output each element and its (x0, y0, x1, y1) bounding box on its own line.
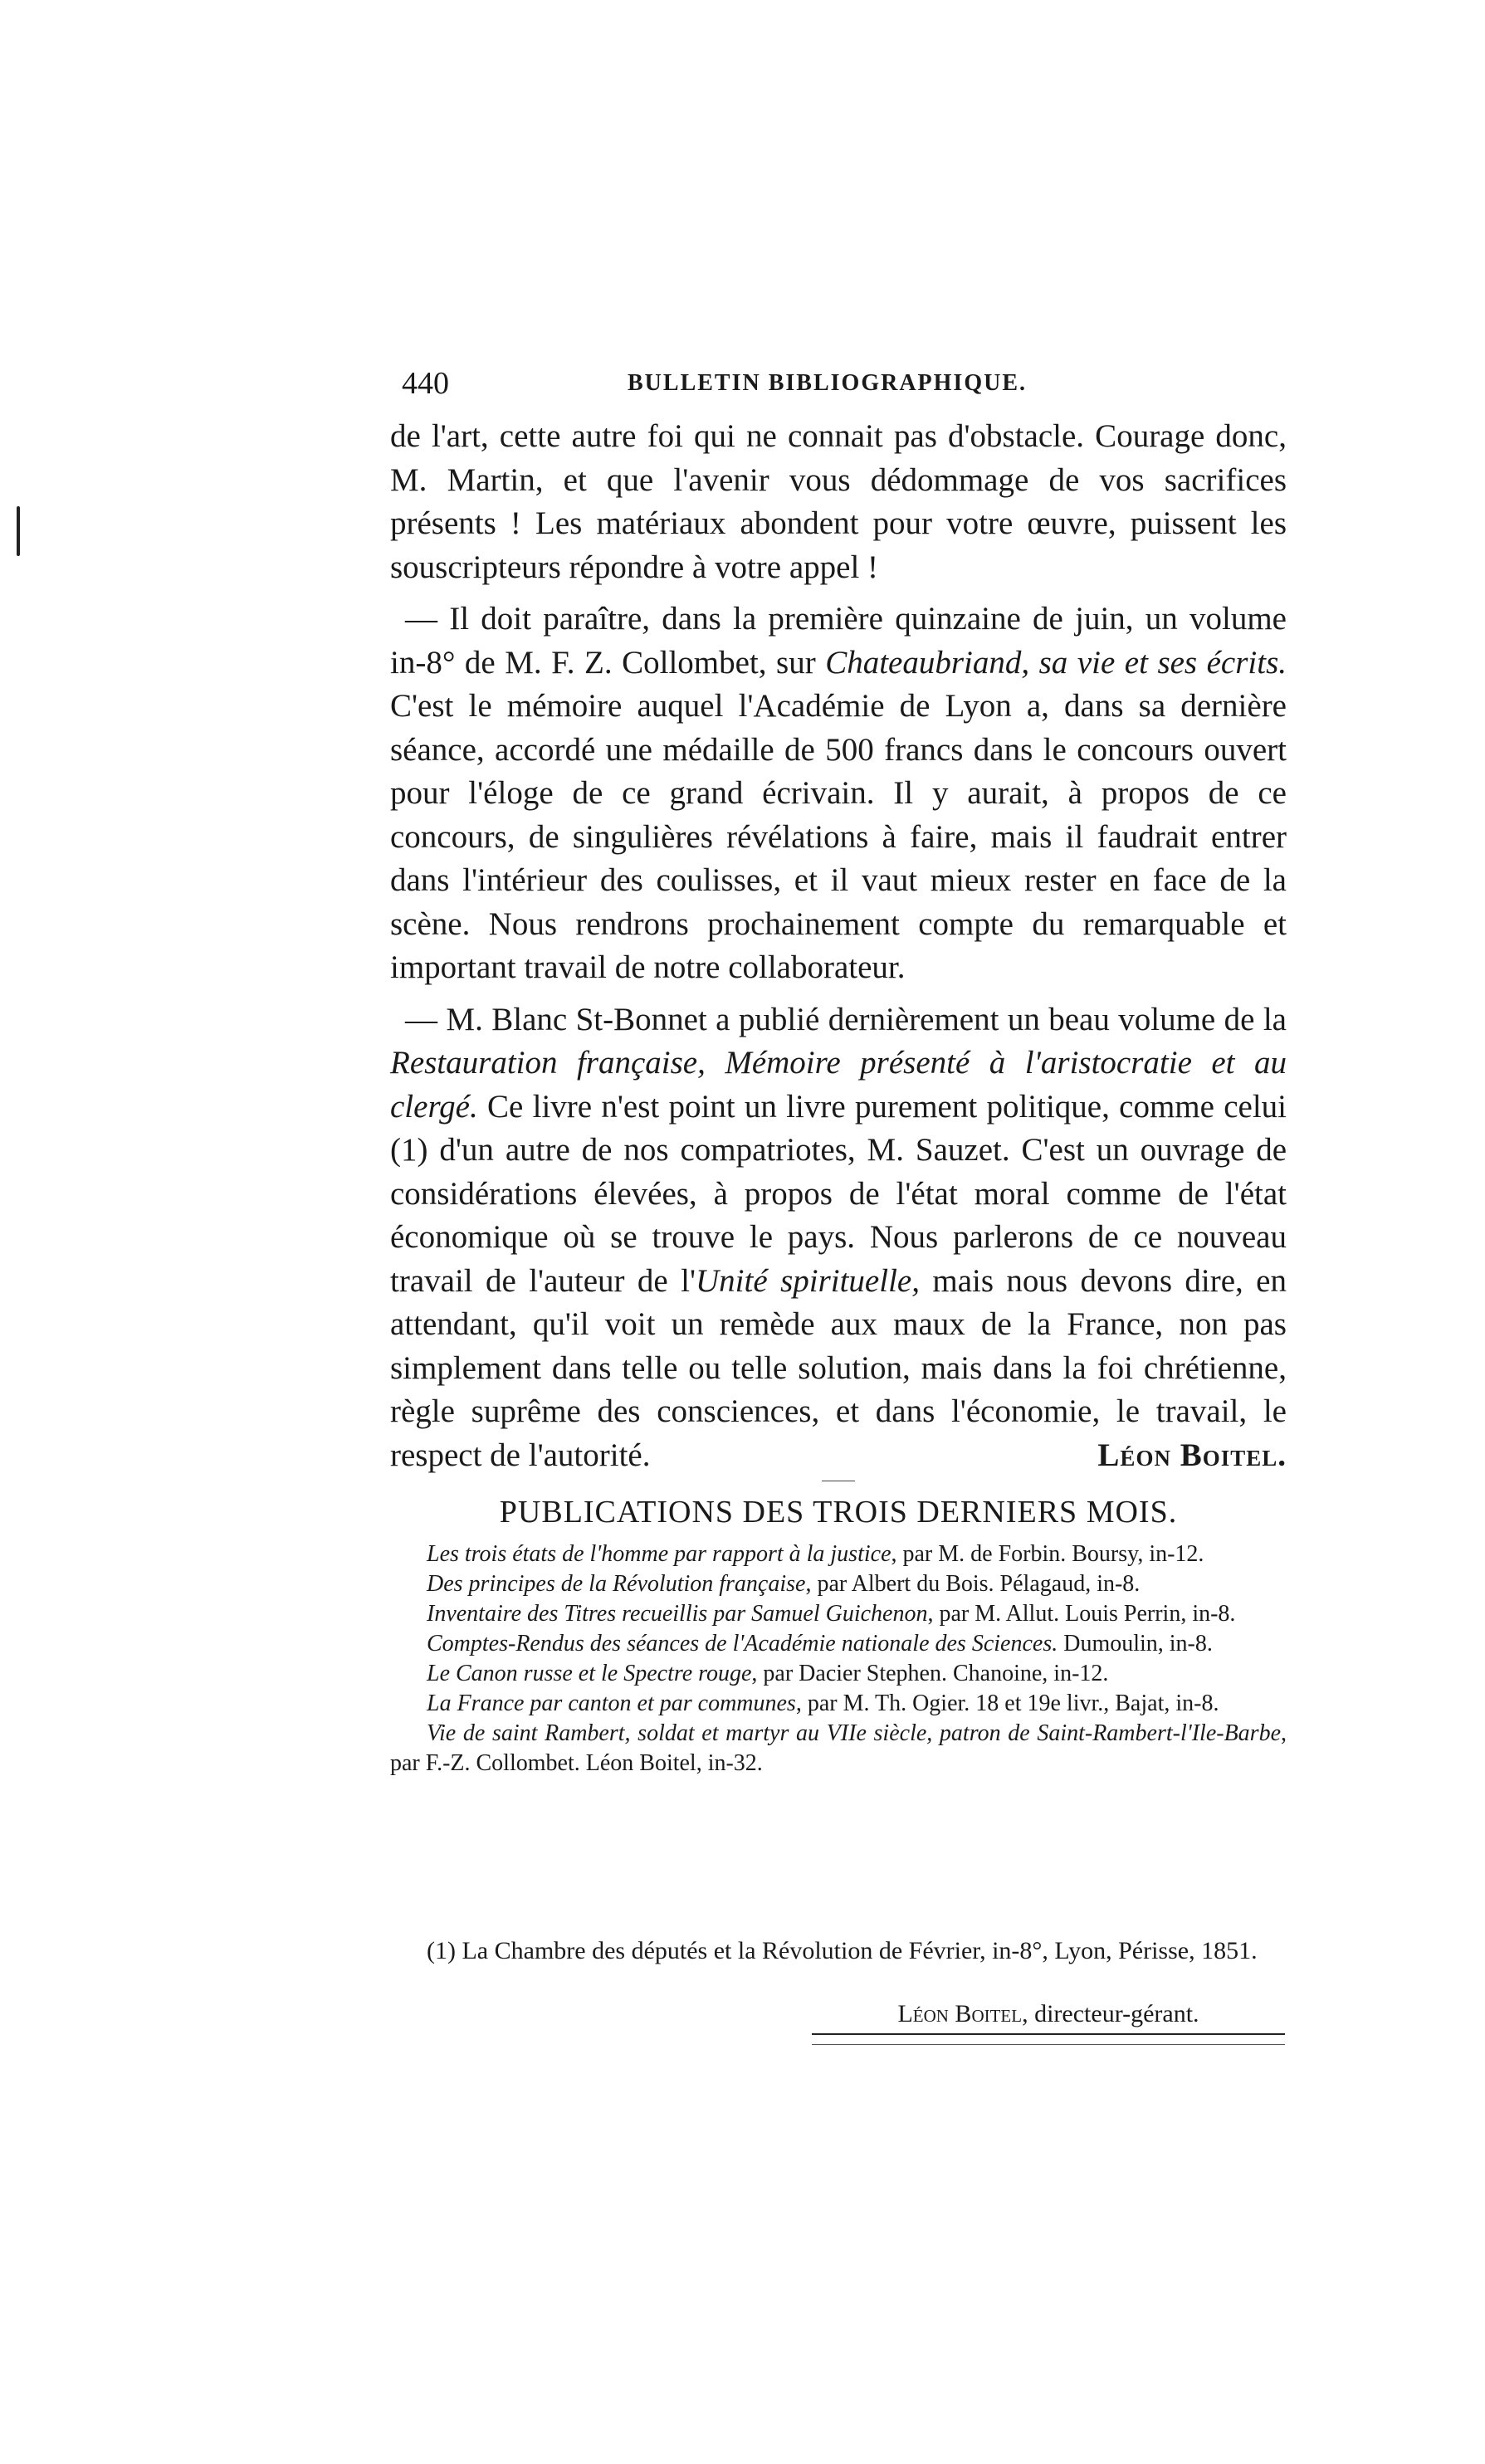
imprint-line (812, 2000, 1285, 2035)
publication-item (390, 1539, 1287, 1569)
book-title-chateaubriand: Chateaubriand, sa vie et ses écrits. (825, 644, 1287, 681)
publication-item (390, 1719, 1287, 1778)
publications-list (390, 1539, 1287, 1778)
page-header (402, 365, 1290, 407)
publication-title: Comptes-Rendus des séances de l'Académie nationale des Sciences. (427, 1631, 1058, 1656)
paragraph-3 (390, 998, 1287, 1478)
publication-details: , par M. de Forbin. Boursy, in-12. (891, 1541, 1204, 1567)
publication-details: , par M. Allut. Louis Perrin, in-8. (927, 1601, 1236, 1627)
publication-item (390, 1629, 1287, 1659)
book-title-restauration: Restauration française, Mémoire présenté à l'aristocratie et au clergé. (390, 1045, 1287, 1125)
publication-item (390, 1659, 1287, 1689)
imprint-role: , directeur-gérant. (1022, 2000, 1199, 2027)
imprint-rule (812, 2044, 1285, 2045)
publication-title: Vie de saint Rambert, soldat et martyr au VIIe siècle, patron de Saint-Rambert-l'Ile-Barbe (427, 1720, 1281, 1746)
paragraph-2-intro: — Il doit paraître, dans la première quinzaine de juin, un volume in-8° de M. F. Z. Collombet, sur (390, 601, 1287, 681)
paragraph-3-body: Ce livre n'est point un livre purement politique, comme celui (1) d'un autre de nos compatriotes, M. Sauzet. C'est un ouvrage de considérations élevées, à propos de l'état moral comme de l'état économique où se trouve le pays. Nous parlerons de ce nouveau travail de l'auteur de l' (390, 1088, 1287, 1299)
publication-title: Le Canon russe et le Spectre rouge (427, 1661, 752, 1686)
publication-details: , par Albert du Bois. Pélagaud, in-8. (805, 1571, 1141, 1597)
paragraph-2 (390, 598, 1287, 990)
paragraph-3-intro: — M. Blanc St-Bonnet a publié dernièrement un beau volume de la (405, 1001, 1287, 1037)
paragraph-3-end: mais nous devons dire, en attendant, qu'il voit un remède aux maux de la France, non pas simplement dans telle ou telle solution, mais dans la foi chrétienne, règle suprême des consciences, et dans l'économie, le travail, le respect de l'autorité. (390, 1262, 1287, 1473)
margin-mark (17, 506, 20, 556)
publication-title: Les trois états de l'homme par rapport à la justice (427, 1541, 891, 1567)
publication-title: La France par canton et par communes (427, 1691, 796, 1716)
section-title: PUBLICATIONS DES TROIS DERNIERS MOIS. (499, 1495, 1178, 1530)
footnote-text: (1) La Chambre des députés et la Révolution de Février, in-8°, Lyon, Périsse, 1851. (427, 1937, 1258, 1964)
author-signature: Léon Boitel. (1097, 1437, 1287, 1473)
running-title: BULLETIN BIBLIOGRAPHIQUE. (628, 370, 1027, 396)
paragraph-1: de l'art, cette autre foi qui ne connait pas d'obstacle. Courage donc, M. Martin, et que l'avenir vous dédommage de vos sacrifices présents ! Les matériaux abondent pour votre œuvre, puissent les souscripteurs répondre à votre appel ! (390, 418, 1287, 585)
main-text (390, 415, 1287, 1477)
publication-details: , par F.-Z. Collombet. Léon Boitel, in-32. (390, 1720, 1287, 1776)
publication-title: Inventaire des Titres recueillis par Samuel Guichenon (427, 1601, 928, 1627)
publication-item (390, 1689, 1287, 1719)
publication-item (390, 1569, 1287, 1599)
footnote (390, 1930, 1287, 1973)
publication-title: Des principes de la Révolution française (427, 1571, 806, 1597)
publication-details: , par Dacier Stephen. Chanoine, in-12. (751, 1661, 1109, 1686)
publication-details: , par M. Th. Ogier. 18 et 19e livr., Bajat, in-8. (795, 1691, 1219, 1716)
paragraph-2-body: C'est le mémoire auquel l'Académie de Lyon a, dans sa dernière séance, accordé une médaille de 500 francs dans le concours ouvert pour l'éloge de ce grand écrivain. Il y aurait, à propos de ce concours, de singulières révélations à faire, mais il faudrait entrer dans l'intérieur des coulisses, et il vaut mieux rester en face de la scène. Nous rendrons prochainement compte du remarquable et important travail de notre collaborateur. (390, 688, 1287, 985)
page-number: 440 (402, 366, 449, 401)
publication-item (390, 1599, 1287, 1629)
imprint-name: Léon Boitel (897, 2000, 1023, 2027)
book-title-unite: Unité spirituelle, (696, 1262, 920, 1299)
publication-details: Dumoulin, in-8. (1058, 1631, 1213, 1656)
